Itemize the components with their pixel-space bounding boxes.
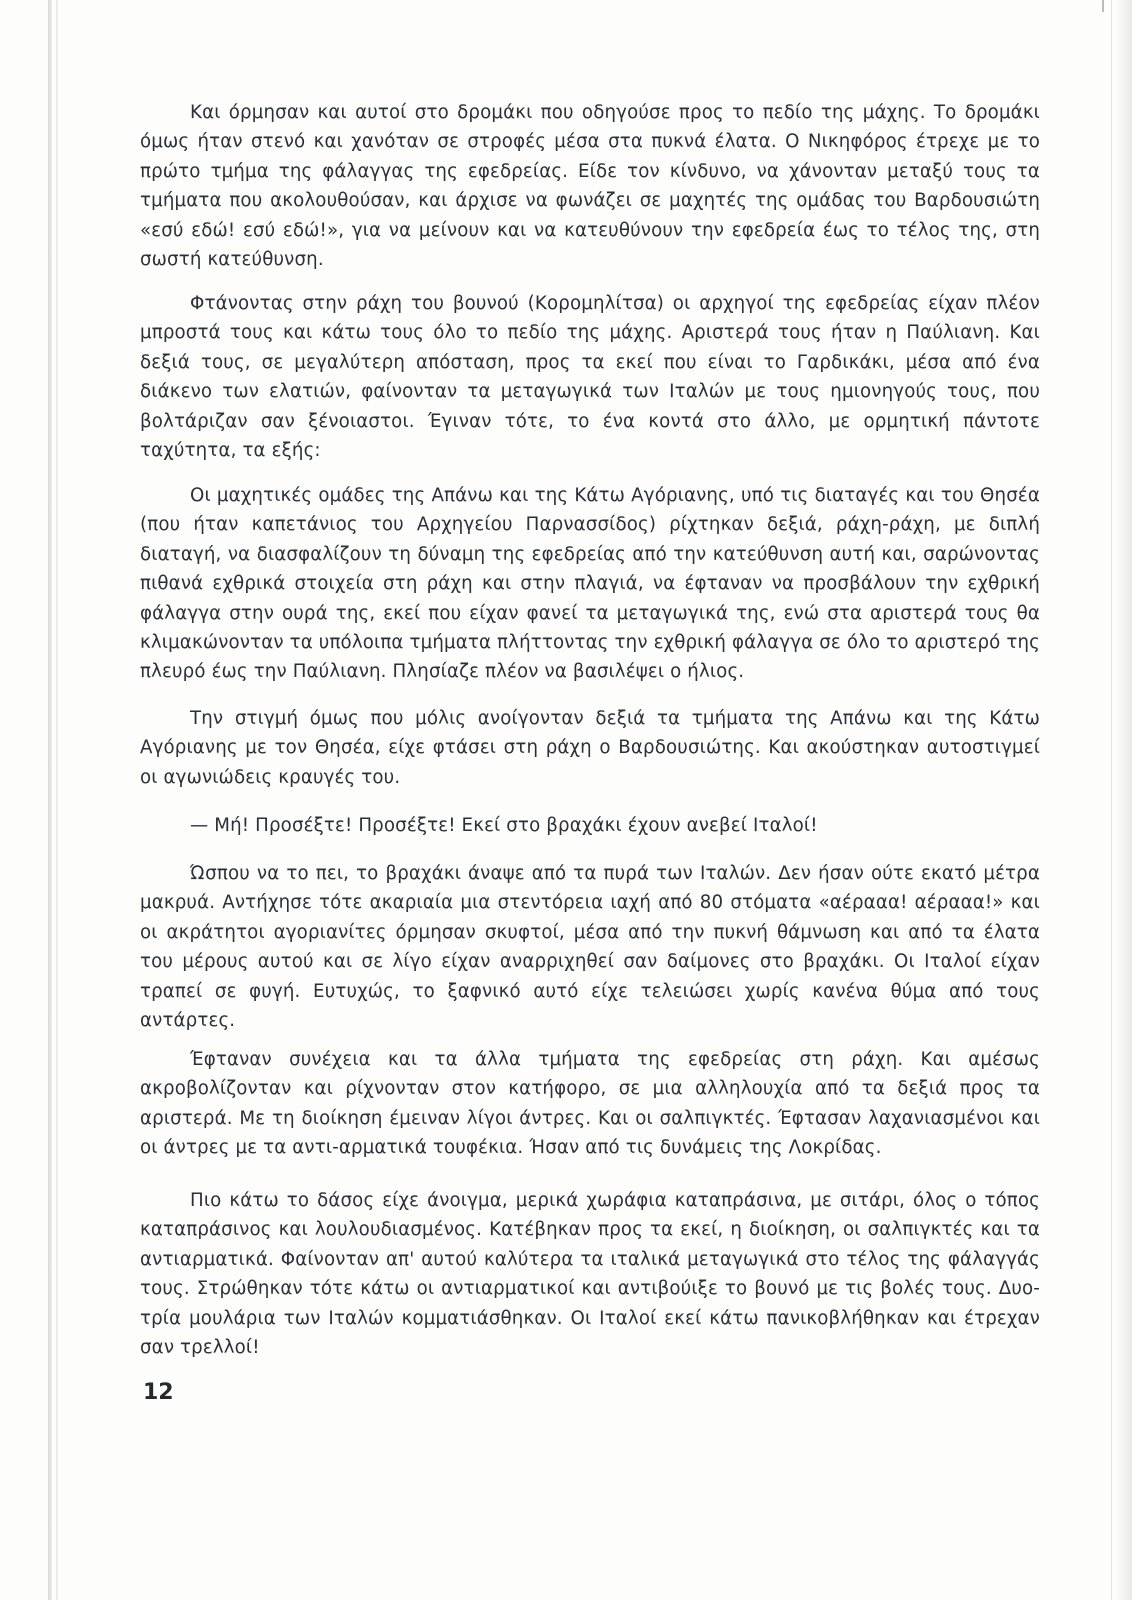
paragraph: Φτάνοντας στην ράχη του βουνού (Κορομηλίτσα) οι αρχηγοί της εφεδρείας είχαν πλέον μπροστά τους και κάτω τους όλο το πεδίο της μάχης. Αριστερά τους ήταν η Παύλιανη. Και δεξιά τους, σε μεγαλύτερη απόσταση, προς τα εκεί που είναι το Γαρδικάκι, μέσα από ένα διάκενο των ελατιών, φαίνονταν τα μεταγωγικά των Ιταλών με τους ημιονηγούς τους, που βολτάριζαν σαν ξένοιαστοι. Έγιναν τότε, το ένα κοντά στο άλλο, με ορμητική πάντοτε ταχύτητα, τα εξής: — [140, 293, 1040, 462]
page-number: 12 — [143, 1380, 174, 1405]
paragraph: Την στιγμή όμως που μόλις ανοίγονταν δεξιά τα τμήματα της Απάνω και της Κάτω Αγόριανης με τον Θησέα, είχε φτάσει στη ράχη ο Βαρδουσιώτης. Και ακούστηκαν αυτοστιγμεί οι αγωνιώδεις κραυγές του. — [140, 708, 1040, 788]
paragraph-6-block — [140, 1045, 1040, 1163]
paragraph-4-block — [140, 704, 1040, 792]
paragraph: Οι μαχητικές ομάδες της Απάνω και της Κάτω Αγόριανης, υπό τις διαταγές και του Θησέα (που ήταν καπετάνιος του Αρχηγείου Παρνασσίδος) ρίχτηκαν δεξιά, ράχη-ράχη, με διπλή διαταγή, να διασφαλίζουν τη δύναμη της εφεδρείας από την κατεύθυνση αυτή και, σαρώνοντας πιθανά εχθρικά στοιχεία στη ράχη και στην πλαγιά, να έφταναν να προσβάλουν την εχθρική φάλαγγα στην ουρά της, εκεί που είχαν φανεί τα μεταγωγικά της, ενώ στα αριστερά τους θα κλιμακώνονταν τα υπόλοιπα τμήματα πλήττοντας την εχθρική φάλαγγα σε όλο το αριστερό της πλευρό έως την Παύλιανη. Πλησίαζε πλέον να βασιλέψει ο ήλιος. — [140, 485, 1040, 683]
paragraph-2-block — [140, 289, 1040, 465]
paragraph-7-block — [140, 1186, 1040, 1362]
paragraph-5-block — [140, 859, 1040, 1035]
dialogue-block — [140, 811, 1040, 840]
right-page-edge — [1114, 0, 1132, 1600]
binding-edge — [48, 0, 52, 1600]
paragraph: Και όρμησαν και αυτοί στο δρομάκι που οδηγούσε προς το πεδίο της μάχης. Το δρομάκι όμως ήταν στενό και χανόταν σε στροφές μέσα στα πυκνά έλατα. Ο Νικηφόρος έτρεχε με το πρώτο τμήμα της φάλαγγας της εφεδρείας. Είδε τον κίνδυνο, να χάνονταν μεταξύ τους τα τμήματα που ακολουθούσαν, και άρχισε να φωνάζει σε μαχητές της ομάδας του Βαρδουσιώτη «εσύ εδώ! εσύ εδώ!», για να μείνουν και να κατευθύνουν την εφεδρεία έως το τέλος της, στη σωστή κατεύθυνση. — [140, 102, 1040, 271]
paragraph: Έφταναν συνέχεια και τα άλλα τμήματα της εφεδρείας στη ράχη. Και αμέσως ακροβολίζονταν και ρίχνονταν στον κατήφορο, σε μια αλληλουχία από τα δεξιά προς τα αριστερά. Με τη διοίκηση έμειναν λίγοι άντρες. Και οι σαλπιγκτές. Έφτασαν λαχανιασμένοι και οι άντρες με τα αντι-αρματικά τουφέκια. Ήσαν από τις δυνάμεις της Λοκρίδας. — [140, 1049, 1040, 1159]
paragraph-1-block — [140, 98, 1040, 274]
paragraph: Πιο κάτω το δάσος είχε άνοιγμα, μερικά χωράφια καταπράσινα, με σιτάρι, όλος ο τόπος καταπράσινος και λουλουδιασμένος. Κατέβηκαν προς τα εκεί, η διοίκηση, οι σαλπιγκτές και τα αντιαρματικά. Φαίνονταν απ' αυτού καλύτερα τα ιταλικά μεταγωγικά στο τέλος της φάλαγγάς τους. Στρώθηκαν τότε κάτω οι αντιαρματικοί και αντιβούιξε το βουνό με τις βολές τους. Δυο-τρία μουλάρια των Ιταλών κομματιάσθηκαν. Οι Ιταλοί εκεί κάτω πανικοβλήθηκαν και έτρεχαν σαν τρελλοί! — [140, 1190, 1040, 1359]
paragraph: Ώσπου να το πει, το βραχάκι άναψε από τα πυρά των Ιταλών. Δεν ήσαν ούτε εκατό μέτρα μακρυά. Αντήχησε τότε ακαριαία μια στεντόρεια ιαχή από 80 στόματα «αέρααα! αέρααα!» και οι ακράτητοι αγοριανίτες όρμησαν σκυφτοί, μέσα από την πυκνή θάμνωση και από τα έλατα του μέρους αυτού και σε λίγο είχαν αναρριχηθεί σαν δαίμονες στο βραχάκι. Οι Ιταλοί είχαν τραπεί σε φυγή. Ευτυχώς, το ξαφνικό αυτό είχε τελειώσει χωρίς κανένα θύμα από τους αντάρτες. — [140, 863, 1040, 1032]
paragraph-3-block — [140, 481, 1040, 687]
scan-mark — [1102, 0, 1104, 12]
dialogue-line: — Μή! Προσέξτε! Προσέξτε! Εκεί στο βραχάκι έχουν ανεβεί Ιταλοί! — [190, 815, 818, 836]
binding-edge-line — [56, 0, 58, 1600]
right-page-edge-line — [1111, 0, 1112, 1600]
